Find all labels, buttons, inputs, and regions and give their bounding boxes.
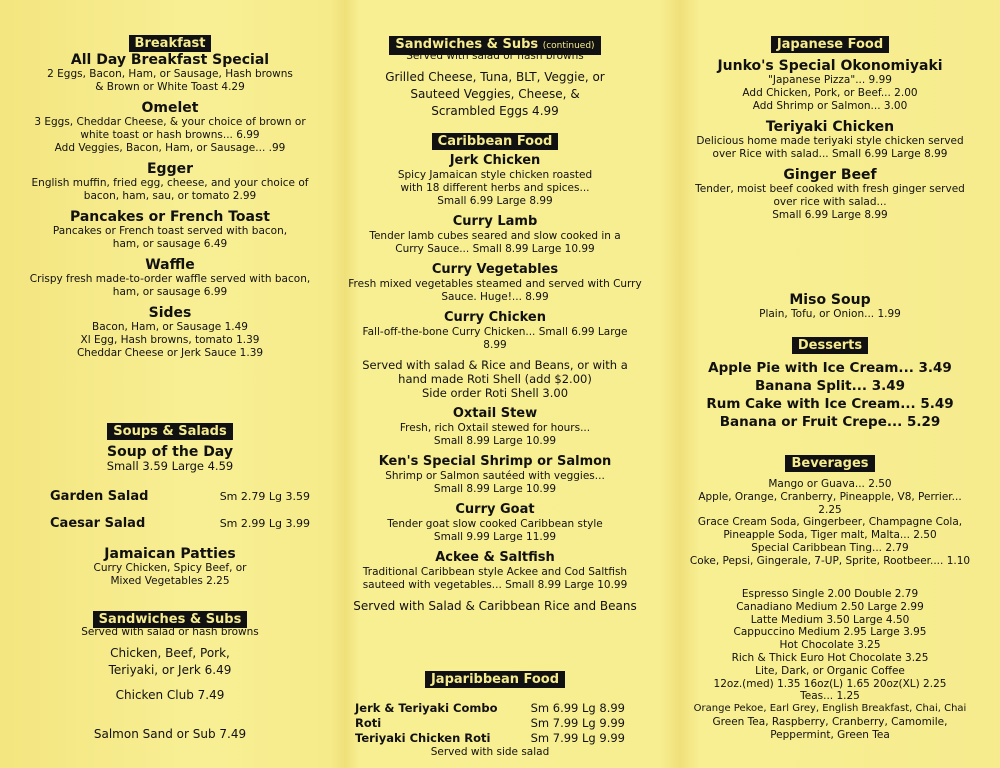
item-title: Miso Soup bbox=[789, 292, 871, 308]
beverage-line: Espresso Single 2.00 Double 2.79 bbox=[741, 588, 919, 600]
breakfast-section bbox=[20, 52, 320, 360]
item-desc: Crispy fresh made-to-order waffle served with bacon, bbox=[29, 273, 311, 285]
item-title: Jamaican Patties bbox=[104, 546, 236, 562]
served-note: Side order Roti Shell 3.00 bbox=[421, 386, 569, 400]
item-desc: 3 Eggs, Cheddar Cheese, & your choice of brown or bbox=[34, 116, 306, 128]
beverage-line: Peppermint, Green Tea bbox=[770, 728, 890, 741]
subs-header: Sandwiches & Subs bbox=[93, 611, 248, 628]
beverage-line: Pineapple Soda, Tiger malt, Malta... 2.50 bbox=[723, 529, 937, 542]
miso-section bbox=[680, 292, 980, 321]
beverage-line: Grace Cream Soda, Gingerbeer, Champagne Cola, bbox=[697, 516, 963, 529]
item-title: Curry Goat bbox=[455, 502, 535, 517]
item-title: Ackee & Saltfish bbox=[435, 550, 555, 565]
item-desc: 2 Eggs, Bacon, Ham, or Sausage, Hash browns bbox=[47, 68, 293, 80]
japaribbean-row bbox=[355, 716, 625, 731]
breakfast-header: Breakfast bbox=[129, 35, 212, 52]
item-desc: Scrambled Eggs 4.99 bbox=[431, 104, 559, 118]
item-desc: bacon, ham, sau, or tomato 2.99 bbox=[83, 190, 257, 202]
beverage-line: Special Caribbean Ting... 2.79 bbox=[751, 541, 909, 554]
item-desc: Grilled Cheese, Tuna, BLT, Veggie, or bbox=[385, 70, 605, 84]
item-title: Sides bbox=[148, 305, 192, 321]
column-left bbox=[20, 0, 320, 768]
item-title: All Day Breakfast Special bbox=[70, 52, 270, 68]
item-title: Teriyaki Chicken bbox=[765, 119, 895, 135]
item-desc: Served with salad or hash browns bbox=[406, 50, 584, 62]
item-title: Omelet bbox=[141, 100, 199, 116]
patties-section bbox=[20, 546, 320, 588]
item-desc: ham, or sausage 6.99 bbox=[112, 286, 228, 298]
beverage-line: 12oz.(med) 1.35 16oz(L) 1.65 20oz(XL) 2.25 bbox=[713, 677, 947, 690]
item-desc: Add Veggies, Bacon, Ham, or Sausage... .99 bbox=[54, 142, 286, 154]
item-desc: Tender, moist beef cooked with fresh ginger served bbox=[695, 183, 965, 195]
item-desc: Small 8.99 Large 10.99 bbox=[433, 483, 557, 495]
served-note: Served with salad & Rice and Beans, or with a bbox=[362, 358, 628, 372]
item-desc: Sauteed Veggies, Cheese, & bbox=[410, 87, 580, 101]
item-desc: Spicy Jamaican style chicken roasted bbox=[397, 169, 593, 181]
soups-section bbox=[20, 444, 320, 473]
beverages-group-coffee bbox=[680, 588, 980, 742]
beverage-line: Coke, Pepsi, Gingerale, 7-UP, Sprite, Rootbeer.... 1.10 bbox=[689, 554, 971, 567]
item-desc: Plain, Tofu, or Onion... 1.99 bbox=[759, 308, 901, 320]
item-title: Waffle bbox=[145, 257, 195, 273]
beverage-line: Cappuccino Medium 2.95 Large 3.95 bbox=[733, 626, 927, 639]
beverage-line: Lite, Dark, or Organic Coffee bbox=[755, 664, 905, 677]
item-desc: Shrimp or Salmon sautéed with veggies... bbox=[385, 470, 605, 482]
beverage-line: Hot Chocolate 3.25 bbox=[779, 639, 881, 652]
caesar-salad-row bbox=[50, 517, 310, 530]
item-desc: Traditional Caribbean style Ackee and Cod Saltfish bbox=[362, 566, 628, 578]
dessert-item: Rum Cake with Ice Cream... 5.49 bbox=[706, 396, 954, 412]
caribbean-section bbox=[340, 153, 650, 613]
item-desc: Fresh mixed vegetables steamed and served with Curry bbox=[348, 278, 642, 290]
item-title: Oxtail Stew bbox=[452, 406, 538, 421]
item-desc: white toast or hash browns... 6.99 bbox=[80, 129, 260, 141]
item-price: Sm 2.99 Lg 3.99 bbox=[219, 517, 310, 530]
item-title: Pancakes or French Toast bbox=[69, 209, 271, 225]
garden-salad-row bbox=[50, 490, 310, 503]
item-desc: Teriyaki, or Jerk 6.49 bbox=[108, 663, 232, 677]
desserts-header: Desserts bbox=[792, 337, 868, 354]
dessert-item: Apple Pie with Ice Cream... 3.49 bbox=[708, 360, 952, 376]
beverage-line: Canadiano Medium 2.50 Large 2.99 bbox=[736, 600, 924, 613]
item-desc: sauteed with vegetables... Small 8.99 Large 10.99 bbox=[362, 579, 628, 591]
item-desc: Add Shrimp or Salmon... 3.00 bbox=[752, 100, 908, 112]
item-title: Curry Chicken bbox=[444, 310, 546, 325]
japanese-header: Japanese Food bbox=[771, 36, 889, 53]
item-desc: Salmon Sand or Sub 7.49 bbox=[93, 727, 247, 741]
japanese-section bbox=[680, 58, 980, 222]
japaribbean-row bbox=[355, 701, 625, 716]
item-desc: Fall-off-the-bone Curry Chicken... Small 6.99 Large bbox=[362, 326, 628, 338]
item-name: Jerk & Teriyaki Combo bbox=[355, 701, 498, 715]
served-note: hand made Roti Shell (add $2.00) bbox=[398, 372, 592, 386]
item-desc: Fresh, rich Oxtail stewed for hours... bbox=[399, 422, 591, 434]
item-desc: Delicious home made teriyaki style chicken served bbox=[696, 135, 964, 147]
caribbean-header: Caribbean Food bbox=[432, 133, 559, 150]
beverage-line: Apple, Orange, Cranberry, Pineapple, V8, Perrier... bbox=[698, 490, 962, 503]
beverage-line: Mango or Guava... 2.50 bbox=[768, 478, 892, 490]
item-title: Egger bbox=[146, 161, 193, 177]
beverages-group-soft bbox=[680, 478, 980, 568]
item-desc: Chicken Club 7.49 bbox=[115, 688, 225, 702]
item-name: Caesar Salad bbox=[50, 516, 146, 531]
japaribbean-row bbox=[355, 731, 625, 746]
item-name: Roti bbox=[355, 716, 382, 730]
item-desc: Served with salad or hash browns bbox=[81, 626, 259, 638]
item-price: Sm 7.99 Lg 9.99 bbox=[530, 716, 625, 730]
japaribbean-header: Japaribbean Food bbox=[425, 671, 565, 688]
item-desc: Sauce. Huge!... 8.99 bbox=[441, 291, 549, 303]
dessert-item: Banana or Fruit Crepe... 5.29 bbox=[719, 414, 941, 430]
desserts-section bbox=[680, 359, 980, 431]
item-desc: 8.99 bbox=[483, 339, 507, 351]
soup-title: Soup of the Day bbox=[107, 444, 233, 460]
item-desc: Small 9.99 Large 11.99 bbox=[433, 531, 557, 543]
subs-section bbox=[20, 626, 320, 743]
beverage-line: Teas... 1.25 bbox=[800, 690, 860, 703]
item-name: Teriyaki Chicken Roti bbox=[355, 731, 491, 745]
beverage-line: Orange Pekoe, Earl Grey, English Breakfast, Chai, Chai bbox=[693, 703, 967, 715]
header-note: (continued) bbox=[542, 41, 595, 51]
item-desc: & Brown or White Toast 4.29 bbox=[95, 81, 245, 93]
item-title: Jerk Chicken bbox=[449, 153, 541, 168]
item-desc: Xl Egg, Hash browns, tomato 1.39 bbox=[80, 334, 260, 346]
served-note: Served with side salad bbox=[430, 746, 550, 758]
item-price: Sm 7.99 Lg 9.99 bbox=[530, 731, 625, 745]
served-note: Served with Salad & Caribbean Rice and Beans bbox=[353, 599, 637, 613]
item-price: Sm 6.99 Lg 8.99 bbox=[530, 701, 625, 715]
beverage-line: Green Tea, Raspberry, Cranberry, Camomile, bbox=[712, 715, 948, 728]
item-title: Ken's Special Shrimp or Salmon bbox=[378, 454, 612, 469]
dessert-item: Banana Split... 3.49 bbox=[754, 378, 906, 394]
beverage-line: Rich & Thick Euro Hot Chocolate 3.25 bbox=[731, 651, 929, 664]
beverage-line: Latte Medium 3.50 Large 4.50 bbox=[750, 613, 910, 626]
item-desc: Tender lamb cubes seared and slow cooked in a bbox=[369, 230, 621, 242]
item-desc: Bacon, Ham, or Sausage 1.49 bbox=[92, 321, 248, 333]
item-title: Curry Lamb bbox=[452, 214, 538, 229]
subs-continued-section bbox=[340, 50, 650, 120]
item-desc: Tender goat slow cooked Caribbean style bbox=[387, 518, 603, 530]
item-desc: Small 6.99 Large 8.99 bbox=[437, 195, 553, 207]
item-desc: ham, or sausage 6.49 bbox=[112, 238, 228, 250]
item-title: Junko's Special Okonomiyaki bbox=[717, 58, 943, 74]
japaribbean-section bbox=[355, 701, 625, 759]
item-desc: Curry Sauce... Small 8.99 Large 10.99 bbox=[395, 243, 595, 255]
item-desc: over Rice with salad... Small 6.99 Large 8.99 bbox=[712, 148, 948, 160]
soups-header: Soups & Salads bbox=[107, 423, 232, 440]
item-desc: Cheddar Cheese or Jerk Sauce 1.39 bbox=[76, 347, 264, 359]
item-desc: Mixed Vegetables 2.25 bbox=[110, 575, 230, 587]
item-desc: with 18 different herbs and spices... bbox=[400, 182, 590, 194]
item-desc: over rice with salad... bbox=[773, 196, 887, 208]
item-desc: Small 8.99 Large 10.99 bbox=[433, 435, 557, 447]
item-price: Sm 2.79 Lg 3.59 bbox=[219, 490, 310, 503]
item-desc: Pancakes or French toast served with bacon, bbox=[52, 225, 288, 237]
item-desc: "Japanese Pizza"... 9.99 bbox=[768, 74, 892, 86]
item-desc: Small 6.99 Large 8.99 bbox=[772, 209, 888, 221]
column-right bbox=[680, 0, 980, 768]
item-desc: Chicken, Beef, Pork, bbox=[110, 646, 230, 660]
item-name: Garden Salad bbox=[50, 489, 149, 504]
item-title: Ginger Beef bbox=[783, 167, 877, 183]
soup-prices: Small 3.59 Large 4.59 bbox=[106, 459, 234, 473]
header-text: Sandwiches & Subs bbox=[395, 37, 539, 52]
beverage-line: 2.25 bbox=[818, 503, 842, 516]
item-title: Curry Vegetables bbox=[431, 262, 559, 277]
beverages-header: Beverages bbox=[785, 455, 874, 472]
column-middle bbox=[340, 0, 650, 768]
item-desc: Add Chicken, Pork, or Beef... 2.00 bbox=[742, 87, 918, 99]
item-desc: Curry Chicken, Spicy Beef, or bbox=[93, 562, 247, 574]
item-desc: English muffin, fried egg, cheese, and your choice of bbox=[31, 177, 309, 189]
